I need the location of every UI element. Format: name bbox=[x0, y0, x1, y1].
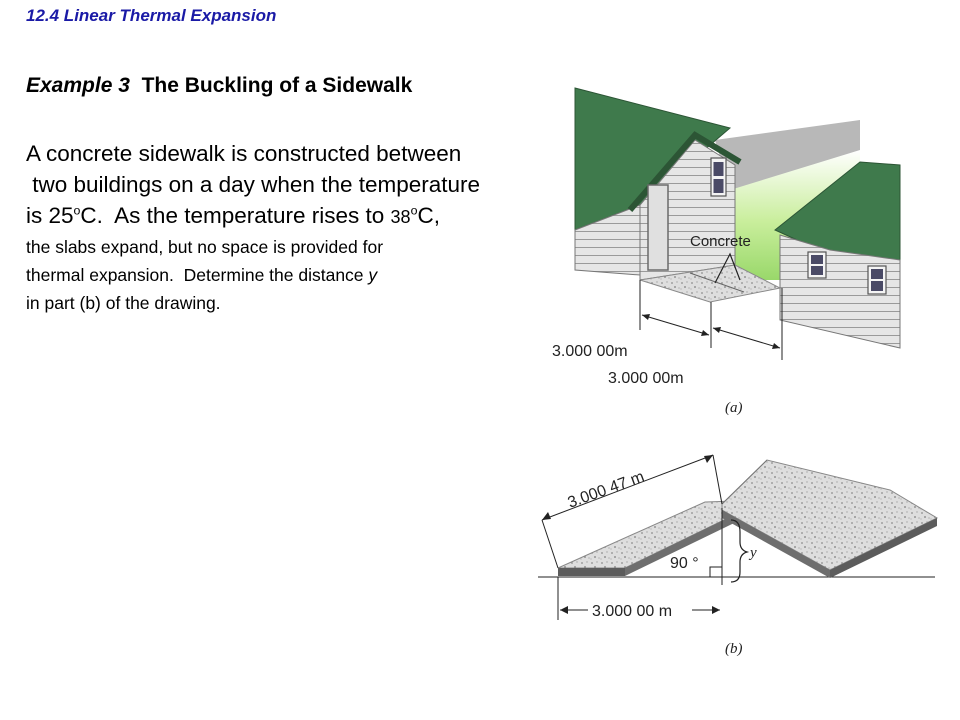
dimension-label-2: 3.000 00m bbox=[608, 370, 684, 387]
dimension-label-1: 3.000 00m bbox=[552, 343, 628, 360]
problem-line: two buildings on a day when the temperature bbox=[26, 172, 481, 197]
caption-b: (b) bbox=[725, 641, 743, 657]
dimension-arrow-2 bbox=[713, 328, 780, 348]
problem-text: thermal expansion. Determine the distance bbox=[26, 265, 369, 285]
temp-end-value: 38 bbox=[390, 207, 411, 227]
temp-start-text: is 25 bbox=[26, 203, 74, 228]
door bbox=[648, 185, 668, 270]
base-length-label: 3.000 00 m bbox=[592, 603, 673, 620]
degree-sup: o bbox=[410, 203, 418, 218]
concrete-label: Concrete bbox=[690, 233, 751, 250]
sidewalk-diagram bbox=[530, 80, 960, 670]
problem-statement bbox=[26, 138, 541, 317]
example-label: Example 3 bbox=[26, 74, 130, 97]
problem-line-temps bbox=[26, 200, 541, 233]
example-title: The Buckling of a Sidewalk bbox=[141, 74, 413, 97]
example-heading bbox=[26, 74, 412, 98]
angle-label: 90 ° bbox=[670, 555, 699, 572]
y-label: y bbox=[750, 545, 757, 561]
caption-a: (a) bbox=[725, 400, 743, 416]
variable-y: y bbox=[368, 265, 378, 285]
section-title: 12.4 Linear Thermal Expansion bbox=[26, 6, 277, 25]
temp-mid-text: C. As the temperature rises to bbox=[80, 203, 391, 228]
problem-line: in part (b) of the drawing. bbox=[26, 293, 221, 313]
sidewalk-figure bbox=[530, 80, 960, 670]
problem-line bbox=[26, 261, 541, 289]
degree-sup: o bbox=[73, 203, 81, 218]
problem-line: the slabs expand, but no space is provided for bbox=[26, 237, 384, 257]
slab-length-label: 3.000 47 m bbox=[565, 468, 647, 512]
problem-line: A concrete sidewalk is constructed between bbox=[26, 141, 462, 166]
temp-end-unit: C, bbox=[417, 203, 440, 228]
dimension-arrow-1 bbox=[642, 315, 709, 335]
